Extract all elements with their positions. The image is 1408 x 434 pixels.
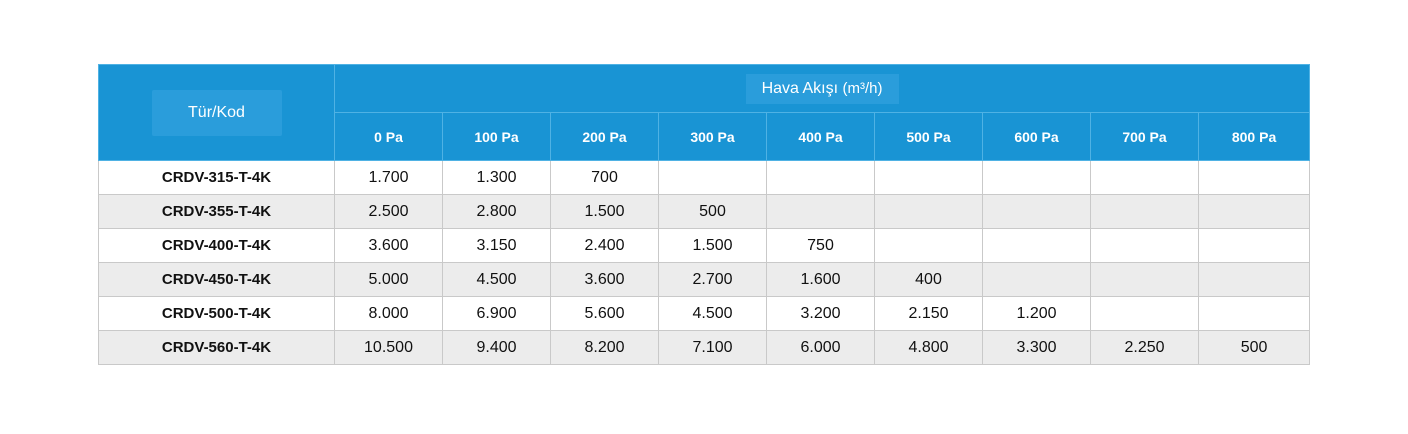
flow-value: 2.700 [659, 263, 767, 297]
flow-value: 1.500 [551, 195, 659, 229]
airflow-label: Hava Akışı [761, 79, 839, 97]
flow-value: 500 [1199, 331, 1310, 365]
flow-value: 5.600 [551, 297, 659, 331]
flow-value: 7.100 [659, 331, 767, 365]
flow-value [1199, 161, 1310, 195]
table-row [99, 263, 1310, 297]
table-row [99, 229, 1310, 263]
pressure-header: 400 Pa [767, 113, 875, 161]
table-row [99, 195, 1310, 229]
product-code: CRDV-450-T-4K [99, 263, 335, 297]
flow-value: 3.300 [983, 331, 1091, 365]
flow-value [1091, 161, 1199, 195]
product-code: CRDV-355-T-4K [99, 195, 335, 229]
flow-value [1199, 297, 1310, 331]
airflow-header [335, 65, 1310, 113]
flow-value: 6.000 [767, 331, 875, 365]
flow-value [1199, 263, 1310, 297]
flow-value [983, 195, 1091, 229]
flow-value: 2.500 [335, 195, 443, 229]
flow-value: 3.600 [335, 229, 443, 263]
flow-value: 4.500 [659, 297, 767, 331]
pressure-header: 0 Pa [335, 113, 443, 161]
flow-value: 1.500 [659, 229, 767, 263]
flow-value: 5.000 [335, 263, 443, 297]
flow-value [1091, 229, 1199, 263]
flow-value: 3.200 [767, 297, 875, 331]
pressure-header: 300 Pa [659, 113, 767, 161]
flow-value: 1.700 [335, 161, 443, 195]
flow-value: 8.000 [335, 297, 443, 331]
type-code-label: Tür/Kod [152, 90, 282, 136]
flow-value: 6.900 [443, 297, 551, 331]
product-code: CRDV-400-T-4K [99, 229, 335, 263]
flow-value [983, 263, 1091, 297]
flow-value: 8.200 [551, 331, 659, 365]
flow-value: 10.500 [335, 331, 443, 365]
flow-value [1091, 263, 1199, 297]
flow-value [875, 229, 983, 263]
product-code: CRDV-315-T-4K [99, 161, 335, 195]
pressure-header: 500 Pa [875, 113, 983, 161]
product-code: CRDV-560-T-4K [99, 331, 335, 365]
pressure-header: 700 Pa [1091, 113, 1199, 161]
flow-value: 500 [659, 195, 767, 229]
flow-value: 3.150 [443, 229, 551, 263]
flow-value [659, 161, 767, 195]
flow-value: 4.800 [875, 331, 983, 365]
table-row [99, 331, 1310, 365]
pressure-header: 600 Pa [983, 113, 1091, 161]
flow-value: 3.600 [551, 263, 659, 297]
flow-value: 4.500 [443, 263, 551, 297]
flow-value [875, 195, 983, 229]
flow-value: 700 [551, 161, 659, 195]
flow-value: 2.150 [875, 297, 983, 331]
flow-value: 400 [875, 263, 983, 297]
flow-value [1091, 195, 1199, 229]
flow-value: 1.200 [983, 297, 1091, 331]
flow-value [983, 229, 1091, 263]
flow-value: 2.400 [551, 229, 659, 263]
flow-value [767, 195, 875, 229]
flow-value: 9.400 [443, 331, 551, 365]
flow-value: 2.800 [443, 195, 551, 229]
flow-value: 1.600 [767, 263, 875, 297]
header-row-top [99, 65, 1310, 113]
airflow-table-container [98, 64, 1309, 365]
airflow-unit: (m³/h) [842, 79, 883, 97]
flow-value [767, 161, 875, 195]
table-row [99, 297, 1310, 331]
flow-value [1199, 195, 1310, 229]
type-code-header [99, 65, 335, 161]
flow-value [875, 161, 983, 195]
flow-value [1091, 297, 1199, 331]
pressure-header: 200 Pa [551, 113, 659, 161]
airflow-label-box [746, 74, 899, 104]
airflow-table [98, 64, 1310, 365]
product-code: CRDV-500-T-4K [99, 297, 335, 331]
flow-value: 750 [767, 229, 875, 263]
flow-value [1199, 229, 1310, 263]
pressure-header: 800 Pa [1199, 113, 1310, 161]
flow-value [983, 161, 1091, 195]
pressure-header: 100 Pa [443, 113, 551, 161]
flow-value: 2.250 [1091, 331, 1199, 365]
table-row [99, 161, 1310, 195]
flow-value: 1.300 [443, 161, 551, 195]
